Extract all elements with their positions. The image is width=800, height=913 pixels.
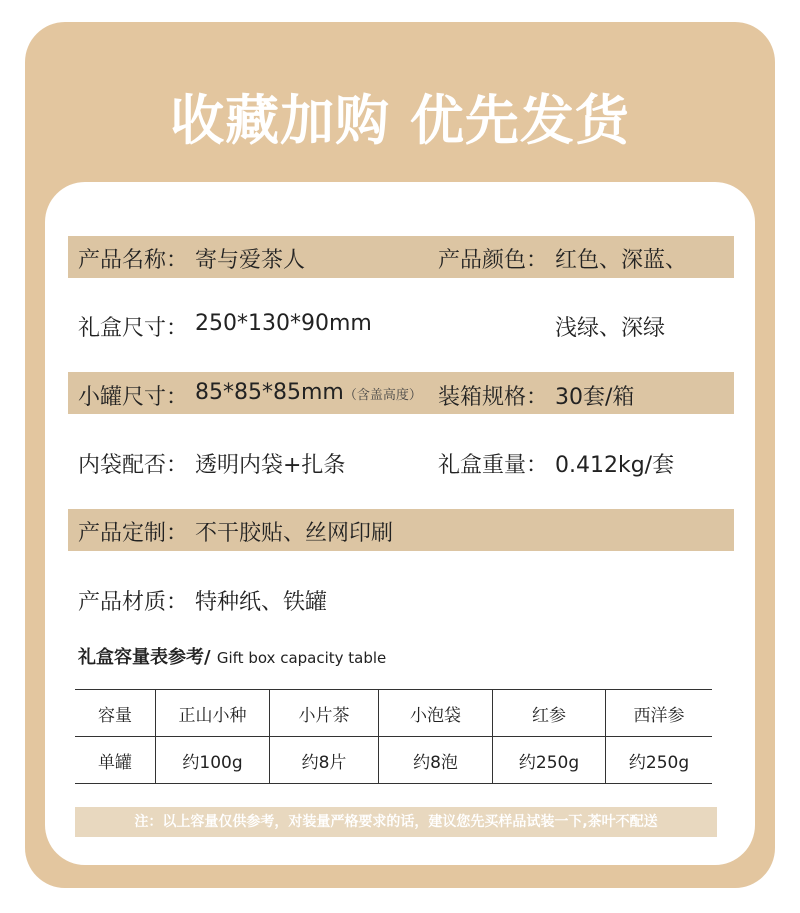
table-header-cell: 正山小种 (156, 690, 270, 737)
table-cell: 约250g (493, 737, 606, 784)
box-size-label: 礼盒尺寸： (78, 316, 189, 341)
table-header-cell: 西洋参 (606, 690, 713, 737)
name-label: 产品名称： (78, 248, 189, 273)
capacity-table (75, 689, 712, 784)
color-label: 产品颜色： (438, 248, 549, 273)
table-cell: 约8片 (270, 737, 379, 784)
table-cell: 约100g (156, 737, 270, 784)
table-header-row (75, 690, 712, 737)
capacity-title-cn: 礼盒容量表参考/ (78, 647, 211, 668)
weight-label: 礼盒重量： (438, 453, 549, 478)
disclaimer-note: 注：以上容量仅供参考，对装量严格要求的话，建议您先买样品试装一下,茶叶不配送 (75, 807, 717, 837)
color-value-2: 浅绿、深绿 (555, 316, 666, 341)
table-header-cell: 容量 (75, 690, 156, 737)
material-value: 特种纸、铁罐 (195, 590, 328, 615)
can-size-label: 小罐尺寸： (78, 385, 189, 410)
can-size-value (195, 380, 422, 405)
table-cell: 约250g (606, 737, 713, 784)
capacity-title-en: Gift box capacity table (216, 649, 387, 667)
custom-label: 产品定制： (78, 521, 189, 546)
material-label: 产品材质： (78, 590, 189, 615)
custom-value: 不干胶贴、丝网印刷 (195, 521, 394, 546)
table-row (75, 737, 712, 784)
headline: 收藏加购 优先发货 (170, 89, 630, 152)
table-header-cell: 小片茶 (270, 690, 379, 737)
weight-value: 0.412kg/套 (555, 453, 675, 478)
inner-bag-label: 内袋配否： (78, 453, 189, 478)
name-value: 寄与爱茶人 (195, 248, 306, 273)
packing-label: 装箱规格： (438, 385, 549, 410)
can-size-number: 85*85*85mm (195, 380, 344, 405)
packing-value: 30套/箱 (555, 385, 635, 410)
color-value-1: 红色、深蓝、 (555, 248, 688, 273)
table-header-cell: 红参 (493, 690, 606, 737)
table-cell: 单罐 (75, 737, 156, 784)
box-size-value: 250*130*90mm (195, 311, 372, 336)
inner-bag-value: 透明内袋+扎条 (195, 453, 346, 478)
table-cell: 约8泡 (379, 737, 493, 784)
capacity-title (78, 643, 386, 669)
can-size-note: （含盖高度） (343, 388, 422, 403)
table-header-cell: 小泡袋 (379, 690, 493, 737)
